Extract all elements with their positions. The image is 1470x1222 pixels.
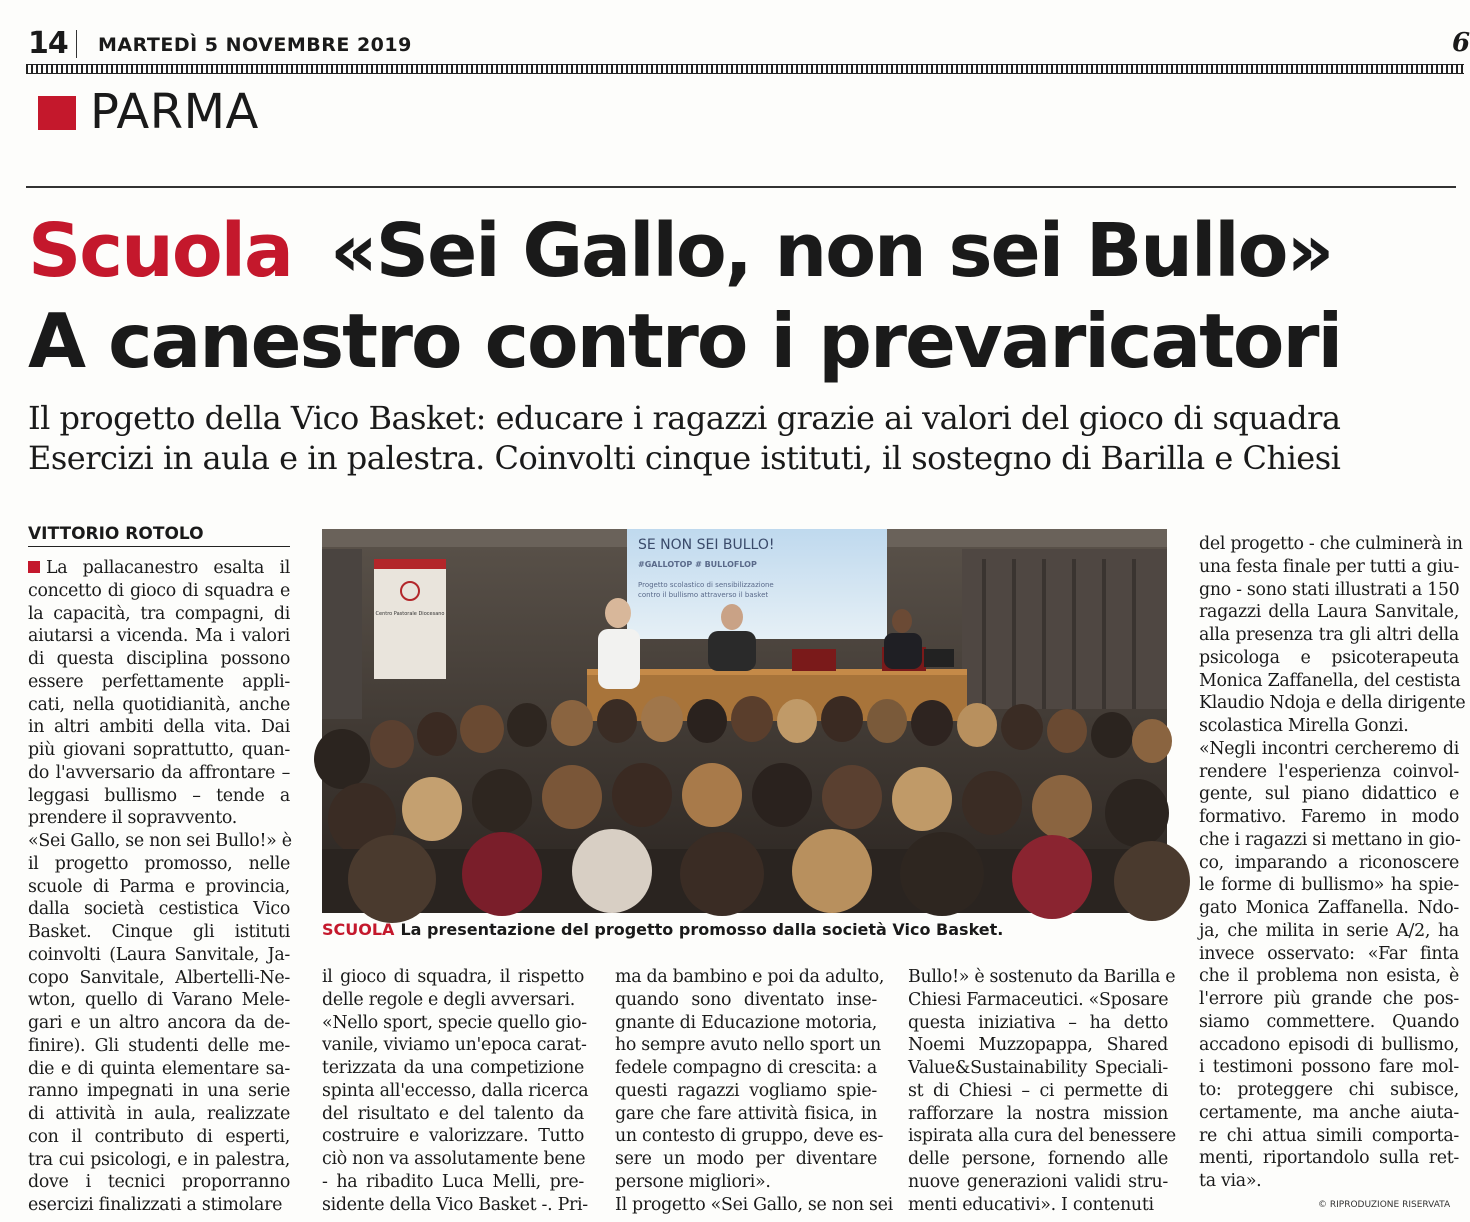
article-line: dalla società cestistica Vico bbox=[28, 899, 290, 920]
banner-text: Centro Pastorale Diocesano bbox=[375, 611, 445, 617]
article-line: certamente, ma anche aiuta- bbox=[1199, 1102, 1459, 1123]
article-line: copo Sanvitale, Albertelli-Ne- bbox=[28, 967, 290, 988]
byline: VITTORIO ROTOLO bbox=[28, 524, 204, 544]
copyright-notice: © RIPRODUZIONE RISERVATA bbox=[1318, 1200, 1451, 1210]
article-line: ciò non va assolutamente bene bbox=[322, 1149, 586, 1169]
article-line: un contesto di gruppo, deve es- bbox=[615, 1126, 884, 1147]
article-line: Monica Zaffanella, del cestista bbox=[1199, 670, 1461, 691]
section-square-icon bbox=[38, 96, 76, 130]
article-line: aiutarsi a vicenda. Ma i valori bbox=[28, 626, 290, 647]
article-line: di questa disciplina possono bbox=[28, 649, 290, 669]
article-line: do l'avversario da affrontare – bbox=[28, 762, 290, 783]
masthead-rule bbox=[26, 64, 1464, 74]
article-line: scuole di Parma e provincia, bbox=[28, 876, 290, 897]
article-line: costruire e valorizzare. Tutto bbox=[322, 1126, 584, 1147]
article-line: ja, che milita in serie A/2, ha bbox=[1199, 920, 1459, 941]
article-line: gato Monica Zaffanella. Ndo- bbox=[1199, 898, 1459, 918]
article-line: gno - sono stati illustrati a 150 bbox=[1199, 579, 1460, 600]
page-number: 14 bbox=[28, 26, 68, 61]
article-line: cati, nella quotidianità, anche bbox=[28, 694, 290, 715]
article-line: «Sei Gallo, se non sei Bullo!» è bbox=[28, 831, 292, 851]
caption-text: La presentazione del progetto promosso dalla società Vico Basket. bbox=[400, 920, 1004, 939]
article-line: gnante di Educazione motoria, bbox=[615, 1012, 877, 1033]
article-line: prendere il sopravvento. bbox=[28, 808, 237, 829]
article-line: del risultato e del talento da bbox=[322, 1103, 584, 1124]
article-line: menti educativi». I contenuti bbox=[908, 1194, 1154, 1215]
article-column-2 bbox=[322, 966, 589, 1216]
article-line: Klaudio Ndoja e della dirigente bbox=[1199, 693, 1466, 714]
article-column-4 bbox=[908, 966, 1176, 1216]
article-line: ma da bambino e poi da adulto, bbox=[615, 967, 885, 987]
article-line: fedele compagno di crescita: a bbox=[615, 1058, 877, 1078]
article-line: esercizi finalizzati a stimolare bbox=[28, 1195, 283, 1215]
article-line: gare che fare attività fisica, in bbox=[615, 1103, 877, 1124]
article-line: accadono episodi di bullismo, bbox=[1199, 1034, 1459, 1055]
article-line: vanile, viviamo un'epoca carat- bbox=[322, 1035, 587, 1056]
subheading-line-2: Esercizi in aula e in palestra. Coinvolti cinque istituti, il sostegno di Barilla e Chiesi bbox=[28, 439, 1341, 477]
article-line: ranno impegnati in una serie bbox=[28, 1081, 290, 1102]
headline-line-2: A canestro contro i prevaricatori bbox=[28, 297, 1342, 385]
article-line: in altri ambiti della vita. Dai bbox=[28, 717, 290, 738]
article-column-3 bbox=[615, 966, 893, 1216]
article-line: sidente della Vico Basket -. Pri- bbox=[322, 1194, 588, 1215]
article-line: le forme di bullismo» ha spie- bbox=[1199, 875, 1459, 896]
article-line: re chi attua simili comporta- bbox=[1199, 1125, 1459, 1146]
article-line: ta via». bbox=[1199, 1171, 1262, 1191]
article-line: una festa finale per tutti a giu- bbox=[1199, 556, 1460, 577]
article-line: rafforzare la nostra mission bbox=[908, 1103, 1168, 1124]
article-column-5 bbox=[1199, 533, 1466, 1193]
article-line: che i ragazzi si mettano in gio- bbox=[1199, 829, 1461, 850]
article-line: invece osservato: «Far finta bbox=[1199, 943, 1459, 964]
article-line: la capacità, tra compagni, di bbox=[28, 603, 290, 624]
article-line: alla presenza tra gli altri della bbox=[1199, 625, 1459, 645]
article-line: di attività in aula, realizzate bbox=[28, 1104, 290, 1124]
headline-line-1: «Sei Gallo, non sei Bullo» bbox=[330, 208, 1333, 294]
byline-rule bbox=[28, 546, 290, 547]
screen-title: SE NON SEI BULLO! bbox=[638, 537, 775, 553]
article-line: il progetto promosso, nelle bbox=[28, 853, 290, 874]
article-line: delle regole e degli avversari. bbox=[322, 989, 576, 1010]
corner-mark: 6 bbox=[1452, 28, 1470, 58]
event-photo bbox=[322, 529, 1167, 913]
headline-kicker: Scuola bbox=[28, 208, 292, 294]
article-line: il gioco di squadra, il rispetto bbox=[322, 967, 584, 987]
article-line: formativo. Faremo in modo bbox=[1199, 807, 1459, 827]
article-line: La pallacanestro esalta il bbox=[46, 558, 290, 578]
article-line: spinta all'eccesso, dalla ricerca bbox=[322, 1080, 589, 1101]
article-line: Bullo!» è sostenuto da Barilla e bbox=[908, 967, 1176, 987]
article-line: Basket. Cinque gli istituti bbox=[28, 922, 290, 942]
article-line: l'errore più grande che pos- bbox=[1199, 989, 1459, 1009]
article-line: sere un modo per diventare bbox=[615, 1149, 877, 1169]
article-line: essere perfettamente appli- bbox=[28, 671, 290, 692]
headline-top-rule bbox=[26, 186, 1456, 188]
article-line: terizzata da una competizione bbox=[322, 1058, 584, 1078]
section-title: PARMA bbox=[90, 84, 259, 140]
article-line: quando sono diventato inse- bbox=[615, 989, 877, 1010]
article-line: ho sempre avuto nello sport un bbox=[615, 1035, 881, 1056]
article-line: i testimoni possono fare mol- bbox=[1199, 1057, 1459, 1078]
screen-line-2: contro il bullismo attraverso il basket bbox=[638, 591, 769, 599]
article-line: Value&Sustainability Speciali- bbox=[908, 1058, 1168, 1078]
article-line: psicologa e psicoterapeuta bbox=[1199, 647, 1459, 668]
subheading-line-1: Il progetto della Vico Basket: educare i ragazzi grazie ai valori del gioco di squadra bbox=[28, 399, 1341, 437]
article-line: menti, riportandolo sulla ret- bbox=[1199, 1148, 1459, 1169]
issue-date: MARTEDÌ 5 NOVEMBRE 2019 bbox=[98, 34, 412, 56]
article-line: Chiesi Farmaceutici. «Sposare bbox=[908, 989, 1169, 1010]
paragraph-square-icon bbox=[28, 561, 40, 573]
article-line: più giovani soprattutto, quan- bbox=[28, 740, 290, 760]
article-line: coinvolti (Laura Sanvitale, Ja- bbox=[28, 944, 290, 965]
article-line: persone migliori». bbox=[615, 1171, 771, 1192]
article-line: Il progetto «Sei Gallo, se non sei bbox=[615, 1194, 893, 1215]
article-line: del progetto - che culminerà in bbox=[1199, 534, 1463, 554]
article-column-1 bbox=[28, 557, 290, 1217]
article-line: «Negli incontri cercheremo di bbox=[1199, 738, 1459, 759]
article-line: ispirata alla cura del benessere bbox=[908, 1126, 1176, 1147]
article-line: st di Chiesi – ci permette di bbox=[908, 1080, 1168, 1101]
screen-line-1: Progetto scolastico di sensibilizzazione bbox=[638, 581, 774, 589]
article-line: co, imparando a riconoscere bbox=[1199, 852, 1459, 873]
article-line: con il contributo di esperti, bbox=[28, 1126, 290, 1147]
article-line: questa iniziativa – ha detto bbox=[908, 1012, 1168, 1033]
caption-label: SCUOLA bbox=[322, 920, 395, 939]
article-line: concetto di gioco di squadra e bbox=[28, 580, 290, 601]
article-line: ragazzi della Laura Sanvitale, bbox=[1199, 602, 1459, 623]
article-line: finire). Gli studenti delle me- bbox=[28, 1035, 290, 1056]
article-line: die e di quinta elementare sa- bbox=[28, 1058, 290, 1079]
article-line: leggasi bullismo – tende a bbox=[28, 785, 290, 806]
article-line: Noemi Muzzopappa, Shared bbox=[908, 1035, 1168, 1056]
article-line: questi ragazzi vogliamo spie- bbox=[615, 1080, 877, 1101]
article-line: gari e un altro ancora da de- bbox=[28, 1013, 290, 1033]
article-line: to: proteggere chi subisce, bbox=[1199, 1080, 1459, 1100]
screen-hashtag: #GALLOTOP # BULLOFLOP bbox=[638, 560, 757, 569]
article-line: wton, quello di Varano Mele- bbox=[28, 990, 290, 1011]
article-line: scolastica Mirella Gonzi. bbox=[1199, 716, 1409, 736]
article-line: - ha ribadito Luca Melli, pre- bbox=[322, 1171, 584, 1192]
article-line: siamo commettere. Quando bbox=[1199, 1011, 1459, 1032]
article-line: che il problema non esista, è bbox=[1199, 966, 1459, 987]
article-line: tra cui psicologi, e in palestra, bbox=[28, 1149, 290, 1170]
article-line: «Nello sport, specie quello gio- bbox=[322, 1012, 587, 1033]
article-line: rendere l'esperienza coinvol- bbox=[1199, 761, 1459, 782]
page-number-divider bbox=[76, 30, 77, 58]
photo-caption bbox=[322, 920, 1003, 939]
article-line: nuove generazioni validi stru- bbox=[908, 1171, 1168, 1192]
article-line: delle persone, fornendo alle bbox=[908, 1149, 1168, 1169]
article-line: gente, sul piano didattico e bbox=[1199, 784, 1459, 805]
article-line: dove i tecnici proporranno bbox=[28, 1172, 290, 1193]
photo-illustration bbox=[322, 529, 1167, 913]
